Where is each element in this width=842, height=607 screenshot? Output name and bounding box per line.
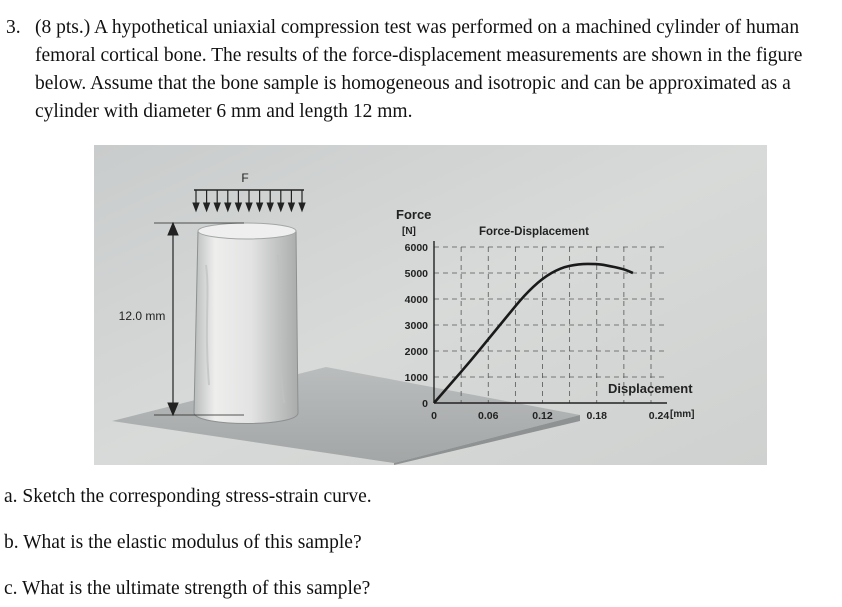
force-label: F: [241, 171, 249, 185]
y-axis-unit: [N]: [402, 226, 416, 237]
y-tick-label: 4000: [404, 294, 428, 306]
x-tick-label: 0.12: [532, 410, 553, 422]
y-tick-label: 2000: [404, 346, 428, 358]
question-number: 3.: [6, 17, 21, 38]
x-tick-label: 0: [431, 410, 437, 422]
y-tick-label: 6000: [404, 242, 428, 254]
x-tick-label: 0.06: [478, 410, 499, 422]
bone-cylinder: [194, 223, 298, 424]
x-axis-label: Displacement: [608, 381, 693, 396]
x-axis-unit: [mm]: [670, 409, 695, 420]
dimension-label: 12.0 mm: [118, 309, 166, 323]
y-tick-label: 1000: [404, 372, 428, 384]
question-3: [6, 14, 832, 126]
chart-title: Force-Displacement: [479, 226, 589, 238]
figure-panel: [94, 145, 767, 465]
x-tick-label: 0.18: [586, 410, 607, 422]
question-text: (8 pts.) A hypothetical uniaxial compression test was performed on a machined cylinder of human femoral cortical bone. The results of the force-displacement measurements are shown in the figure below. Assume that the bone sample is homogeneous and isotropic and can be approximated as a cylinder with diameter 6 mm and length 12 mm.: [35, 17, 803, 122]
subquestion-c: c. What is the ultimate strength of this sample?: [4, 578, 371, 599]
figure-svg: [94, 145, 767, 465]
subquestion-b: b. What is the elastic modulus of this sample?: [4, 532, 362, 553]
y-axis-label: Force: [396, 207, 432, 222]
y-tick-label: 0: [422, 398, 428, 410]
subquestion-a: a. Sketch the corresponding stress-strain curve.: [4, 486, 372, 507]
y-tick-label: 3000: [404, 320, 428, 332]
x-tick-label: 0.24: [648, 410, 670, 422]
y-tick-label: 5000: [404, 268, 428, 280]
